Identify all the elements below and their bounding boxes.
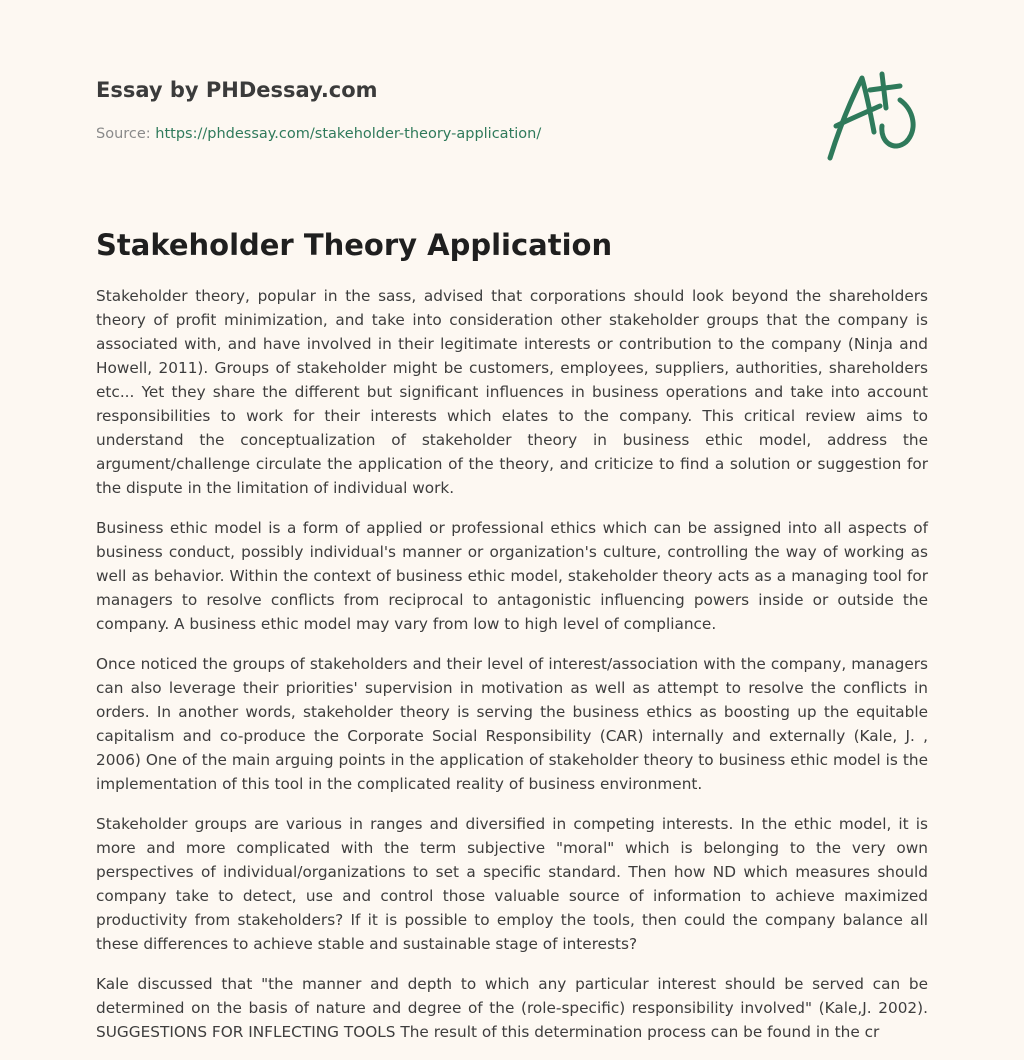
essay-paragraph: Once noticed the groups of stakeholders and their level of interest/association with the company, managers can also leverage their priorities' supervision in motivation as well as attempt to resolve the conflicts in orders. In another words, stakeholder theory is serving the business ethics as boosting up the equitable capitalism and co-produce the Corporate Social Responsibility (CAR) internally and externally (Kale, J. , 2006) One of the main arguing points in the application of stakeholder theory to business ethic model is the implementation of this tool in the complicated reality of business environment. bbox=[96, 655, 928, 793]
a-plus-grade-icon bbox=[822, 66, 932, 166]
source-line bbox=[96, 124, 928, 144]
essay-paragraph: Business ethic model is a form of applied or professional ethics which can be assigned into all aspects of business conduct, possibly individual's manner or organization's culture, controlling the way of working as well as behavior. Within the context of business ethic model, stakeholder theory acts as a managing tool for managers to resolve conflicts from reciprocal to antagonistic influencing powers inside or outside the company. A business ethic model may vary from low to high level of compliance. bbox=[96, 519, 928, 633]
essay-title: Stakeholder Theory Application bbox=[96, 228, 613, 262]
source-link[interactable]: https://phdessay.com/stakeholder-theory-application/ bbox=[155, 126, 542, 142]
essay-body bbox=[96, 284, 928, 1060]
essay-paragraph: Stakeholder groups are various in ranges and diversified in competing interests. In the ethic model, it is more and more complicated with the term subjective "moral" which is belonging to the very own perspectives of individual/organizations to set a specific standard. Then how ND which measures should company take to detect, use and control those valuable source of information to achieve maximized productivity from stakeholders? If it is possible to employ the tools, then could the company balance all these differences to achieve stable and sustainable stage of interests? bbox=[96, 815, 928, 953]
essay-paragraph: Kale discussed that "the manner and depth to which any particular interest should be served can be determined on the basis of nature and degree of the (role-specific) responsibility involved" (Kale,J. 2002). SUGGESTIONS FOR INFLECTING TOOLS The result of this determination process can be found in the cr bbox=[96, 975, 928, 1041]
essay-header bbox=[96, 76, 928, 144]
site-title: Essay by PHDessay.com bbox=[96, 78, 378, 102]
essay-paragraph: Stakeholder theory, popular in the sass, advised that corporations should look beyond the shareholders theory of profit minimization, and take into consideration other stakeholder groups that the company is associated with, and have involved in their legitimate interests or contribution to the company (Ninja and Howell, 2011). Groups of stakeholder might be customers, employees, suppliers, authorities, shareholders etc... Yet they share the different but significant influences in business operations and take into account responsibilities to work for their interests which elates to the company. This critical review aims to understand the conceptualization of stakeholder theory in business ethic model, address the argument/challenge circulate the application of the theory, and criticize to find a solution or suggestion for the dispute in the limitation of individual work. bbox=[96, 287, 928, 497]
source-label: Source: bbox=[96, 126, 151, 142]
